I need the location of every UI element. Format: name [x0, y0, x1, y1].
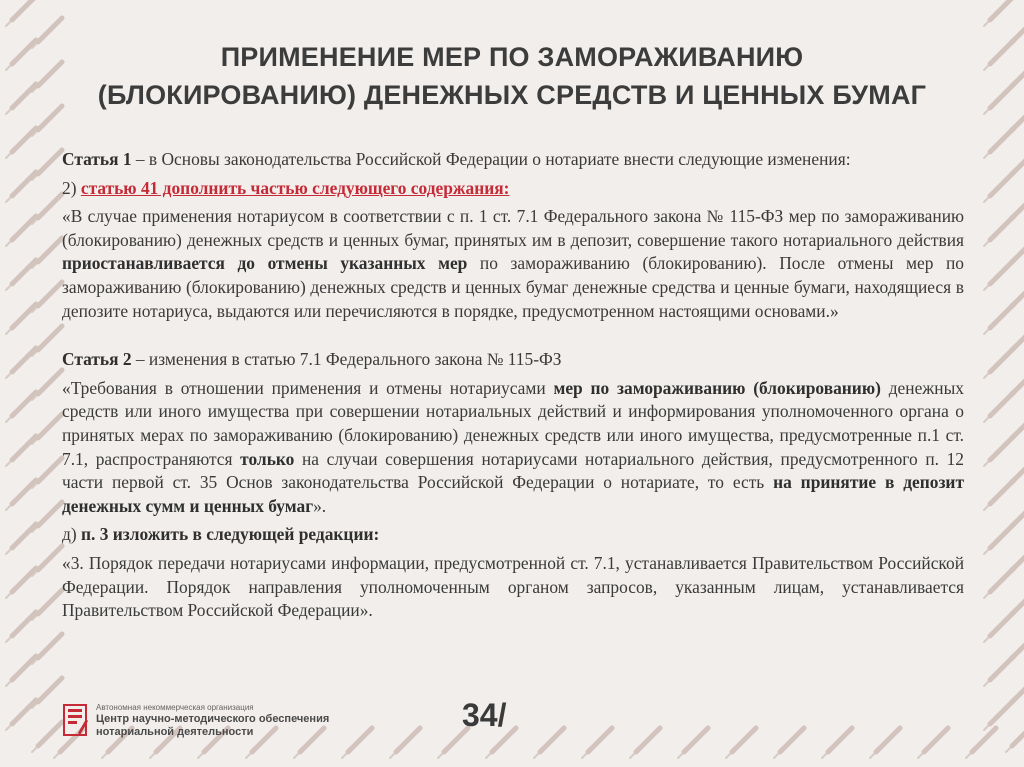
- pen-pattern-mark: [984, 260, 1014, 290]
- quote-text: на случаи совершения нотариусами нотариального действия, предусмотренного п. 12 части первой ст. 35 Основ законодательства Российской Федерации о нотариате, то есть: [62, 448, 964, 493]
- pen-pattern-mark: [390, 728, 420, 758]
- pen-pattern-mark: [32, 722, 62, 752]
- article-2-text: – изменения в статью 7.1 Федерального закона № 115-ФЗ: [131, 349, 562, 370]
- page-number: 34/: [462, 697, 507, 733]
- pen-pattern-mark: [984, 656, 1014, 686]
- pen-pattern-mark: [630, 728, 660, 758]
- pen-pattern-mark: [6, 700, 36, 730]
- pen-pattern-mark: [984, 568, 1014, 598]
- article-2-quote-2: «3. Порядок передачи нотариусами информации, предусмотренной ст. 7.1, устанавливается Правительством Российской Федерации. Порядок направления уполномоченным органом запросов, указанным лицам, устанавливается Правительством Российской Федерации».: [62, 552, 964, 621]
- pen-pattern-mark: [32, 458, 62, 488]
- pen-pattern-mark: [1006, 722, 1024, 752]
- pen-pattern-mark: [32, 370, 62, 400]
- article-1-text: – в Основы законодательства Российской Федерации о нотариате внести следующие изменения:: [131, 149, 851, 169]
- pen-pattern-mark: [32, 326, 62, 356]
- pen-pattern-mark: [6, 128, 36, 158]
- article-2-item-bold: п. 3 изложить в следующей редакции:: [81, 524, 380, 545]
- pen-pattern-mark: [32, 678, 62, 708]
- pen-pattern-mark: [984, 0, 1014, 26]
- org-type: Автономная некоммерческая организация: [96, 703, 254, 712]
- pen-pattern-mark: [678, 728, 708, 758]
- pen-pattern-mark: [822, 728, 852, 758]
- article-2-quote: [62, 377, 964, 519]
- article-41-link[interactable]: статью 41 дополнить частью следующего содержания:: [80, 177, 510, 198]
- pen-pattern-mark: [6, 392, 36, 422]
- pen-pattern-mark: [6, 304, 36, 334]
- pen-pattern-mark: [6, 348, 36, 378]
- pen-pattern-mark: [6, 568, 36, 598]
- pen-pattern-mark: [6, 436, 36, 466]
- article-2-label: Статья 2: [62, 349, 132, 370]
- pen-pattern-mark: [918, 728, 948, 758]
- pen-pattern-mark: [984, 700, 1014, 730]
- quote-text: денежных средств или иного имущества при совершении нотариальных действий и информирования уполномоченного органа о принятых мерах по замораживанию (блокированию) денежных средств или иного имущества, предусмотренные п.1 ст. 7.1, распространяются: [62, 377, 964, 469]
- quote-text: «В случае применения нотариусом в соответствии с п. 1 ст. 7.1 Федерального закона № 115-ФЗ мер по замораживанию (блокированию) денежных средств и ценных бумаг, принятых им в депозит, совершение такого нотариального действия: [62, 206, 964, 250]
- pen-pattern-mark: [984, 524, 1014, 554]
- pen-pattern-mark: [32, 238, 62, 268]
- title-line-2: (БЛОКИРОВАНИЮ) ДЕНЕЖНЫХ СРЕДСТВ И ЦЕННЫХ БУМАГ: [97, 80, 927, 110]
- article-1-label: Статья 1: [62, 149, 132, 169]
- article-1-heading: [62, 148, 964, 172]
- pen-pattern-mark: [32, 150, 62, 180]
- org-logo-icon: [62, 703, 88, 737]
- pen-pattern-mark: [6, 0, 36, 26]
- pen-pattern-mark: [32, 282, 62, 312]
- slide-title: [0, 38, 1024, 114]
- pen-pattern-mark: [582, 728, 612, 758]
- pen-pattern-mark: [32, 194, 62, 224]
- pen-pattern-mark: [984, 348, 1014, 378]
- pen-pattern-mark: [984, 128, 1014, 158]
- pen-pattern-mark: [32, 546, 62, 576]
- pen-pattern-mark: [6, 612, 36, 642]
- quote-bold: мер по замораживанию (блокированию): [553, 377, 881, 398]
- org-name-line-2: нотариальной деятельности: [96, 726, 254, 738]
- pen-pattern-mark: [32, 502, 62, 532]
- pen-pattern-mark: [342, 728, 372, 758]
- quote-bold: на принятие в депозит денежных сумм и ценных бумаг: [62, 472, 964, 516]
- pen-pattern-mark: [6, 656, 36, 686]
- org-name: [96, 703, 329, 739]
- pen-pattern-mark: [984, 304, 1014, 334]
- quote-text: ».: [313, 495, 327, 516]
- article-1-item-prefix: 2): [62, 177, 81, 198]
- title-line-1: ПРИМЕНЕНИЕ МЕР ПО ЗАМОРАЖИВАНИЮ: [220, 42, 804, 72]
- pen-pattern-mark: [6, 172, 36, 202]
- pen-pattern-mark: [966, 728, 996, 758]
- pen-pattern-mark: [6, 260, 36, 290]
- pen-pattern-mark: [984, 480, 1014, 510]
- article-2-heading: [62, 348, 964, 372]
- org-name-line-1: Центр научно-методического обеспечения: [96, 713, 330, 725]
- pen-pattern-mark: [726, 728, 756, 758]
- article-2-item-prefix: д): [62, 524, 81, 545]
- pen-pattern-mark: [32, 414, 62, 444]
- article-1-item: [62, 177, 964, 201]
- pen-pattern-mark: [984, 612, 1014, 642]
- pen-pattern-mark: [984, 392, 1014, 422]
- pen-pattern-mark: [870, 728, 900, 758]
- pen-pattern-mark: [32, 634, 62, 664]
- pen-pattern-mark: [984, 436, 1014, 466]
- quote-bold: только: [240, 448, 295, 469]
- quote-text: «Требования в отношении применения и отмены нотариусами: [62, 377, 554, 398]
- pen-pattern-mark: [6, 216, 36, 246]
- article-1-quote: [62, 205, 964, 323]
- org-logo: [62, 703, 329, 739]
- quote-bold: приостанавливается до отмены указанных мер: [62, 253, 468, 274]
- pen-pattern-mark: [6, 524, 36, 554]
- pen-pattern-mark: [984, 172, 1014, 202]
- pen-pattern-mark: [32, 590, 62, 620]
- slide-body: [62, 148, 964, 623]
- quote-text: по замораживанию (блокированию). После отмены мер по замораживанию (блокированию) денежных средств и ценных бумаг денежные средства и ценные бумаги, находящиеся в депозите нотариуса, выдаются или перечисляются в порядке, предусмотренном настоящими основами.»: [62, 253, 964, 321]
- article-2-item: [62, 523, 964, 547]
- pen-pattern-mark: [534, 728, 564, 758]
- pen-pattern-mark: [984, 216, 1014, 246]
- pen-pattern-mark: [6, 480, 36, 510]
- pen-pattern-mark: [774, 728, 804, 758]
